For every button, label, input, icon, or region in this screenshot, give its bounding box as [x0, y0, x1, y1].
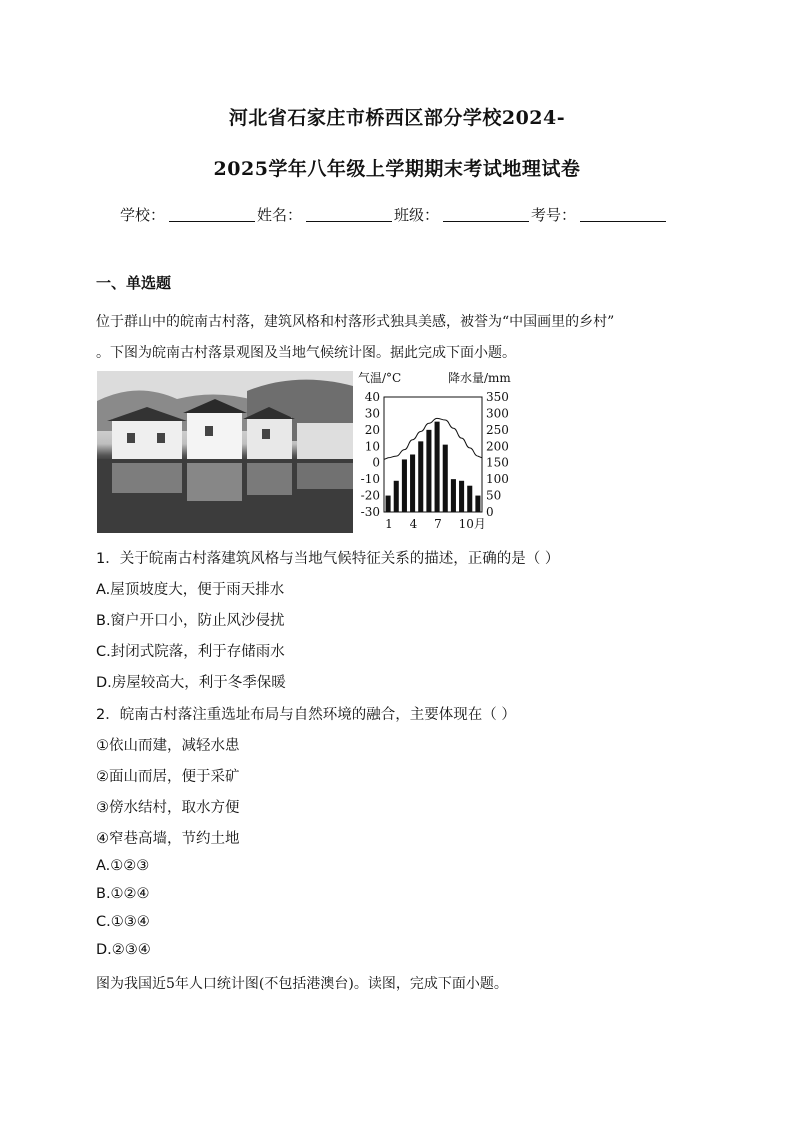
temp-tick-label: -10: [360, 472, 380, 487]
climate-chart: [354, 368, 524, 534]
precipitation-bar: [410, 455, 415, 513]
exam-number-label: 考号：: [531, 206, 577, 224]
precipitation-bar: [459, 481, 464, 512]
temp-axis-label: 气温/°C: [358, 371, 402, 385]
precipitation-bar: [386, 496, 391, 512]
temp-tick-label: 40: [364, 390, 380, 404]
school-blank[interactable]: [169, 207, 255, 222]
name-blank[interactable]: [306, 207, 392, 222]
precip-tick-label: 100: [486, 472, 509, 487]
q3-intro: 图为我国近5年人口统计图(不包括港澳台)。读图，完成下面小题。: [96, 976, 508, 992]
q2-option-c[interactable]: C.①③④: [96, 914, 150, 930]
month-tick-label: 7: [434, 517, 442, 531]
class-blank[interactable]: [443, 207, 529, 222]
class-label: 班级：: [394, 206, 440, 224]
intro-line-1: 位于群山中的皖南古村落，建筑风格和村落形式独具美感，被誉为“中国画里的乡村”: [96, 314, 615, 330]
precip-tick-label: 50: [486, 488, 502, 503]
month-tick-label: 1: [385, 517, 393, 531]
temp-tick-label: 30: [364, 406, 380, 421]
exam-number-blank[interactable]: [580, 207, 666, 222]
precipitation-bar: [394, 481, 399, 512]
q1-option-c[interactable]: C.封闭式院落，利于存储雨水: [96, 644, 285, 660]
temp-tick-label: 20: [364, 422, 380, 437]
precip-tick-label: 250: [486, 422, 509, 437]
village-landscape-photo: [97, 371, 353, 533]
precipitation-bar: [426, 430, 431, 512]
month-tick-label: 4: [409, 517, 418, 531]
temp-tick-label: 10: [364, 439, 380, 454]
q1-option-b[interactable]: B.窗户开口小，防止风沙侵扰: [96, 613, 285, 629]
precip-tick-label: 300: [486, 406, 509, 421]
temp-tick-label: -30: [360, 505, 380, 519]
q1-option-d[interactable]: D.房屋较高大，利于冬季保暖: [96, 675, 286, 691]
precipitation-bar: [475, 496, 480, 512]
temperature-curve: [384, 418, 482, 459]
exam-title-line1: 河北省石家庄市桥西区部分学校2024-: [228, 107, 566, 129]
precipitation-bar: [418, 441, 423, 512]
q2-statement-3: ③傍水结村，取水方便: [96, 800, 240, 816]
student-info-line: [120, 204, 668, 225]
q2-option-a[interactable]: A.①②③: [96, 858, 150, 874]
section-title: 一、单选题: [96, 274, 172, 292]
precip-tick-label: 200: [486, 439, 509, 454]
month-tick-label: 10月: [458, 517, 486, 531]
name-label: 姓名：: [257, 206, 303, 224]
precip-tick-label: 150: [486, 455, 509, 470]
q2-option-d[interactable]: D.②③④: [96, 942, 151, 958]
q1-option-a[interactable]: A.屋顶坡度大，便于雨天排水: [96, 582, 285, 598]
q2-option-b[interactable]: B.①②④: [96, 886, 150, 902]
precip-tick-label: 350: [486, 390, 509, 404]
temp-tick-label: 0: [372, 455, 380, 470]
q2-stem: 2．皖南古村落注重选址布局与自然环境的融合，主要体现在（ ）: [96, 707, 516, 723]
q2-statement-2: ②面山而居，便于采矿: [96, 769, 240, 785]
q2-statement-4: ④窄巷高墙，节约土地: [96, 831, 240, 847]
precipitation-bar: [451, 479, 456, 512]
school-label: 学校：: [120, 206, 166, 224]
precipitation-bar: [402, 459, 407, 512]
precipitation-bar: [443, 445, 448, 512]
precipitation-bar: [435, 422, 440, 512]
intro-line-2: 。下图为皖南古村落景观图及当地气候统计图。据此完成下面小题。: [96, 345, 516, 361]
precip-axis-label: 降水量/mm: [448, 371, 511, 385]
temp-tick-label: -20: [360, 488, 380, 503]
q2-statement-1: ①依山而建，减轻水患: [96, 738, 240, 754]
q1-stem: 1．关于皖南古村落建筑风格与当地气候特征关系的描述，正确的是（ ）: [96, 551, 560, 567]
precip-tick-label: 0: [486, 505, 494, 519]
exam-title-line2: 2025学年八年级上学期期末考试地理试卷: [213, 158, 581, 180]
precipitation-bar: [467, 486, 472, 512]
